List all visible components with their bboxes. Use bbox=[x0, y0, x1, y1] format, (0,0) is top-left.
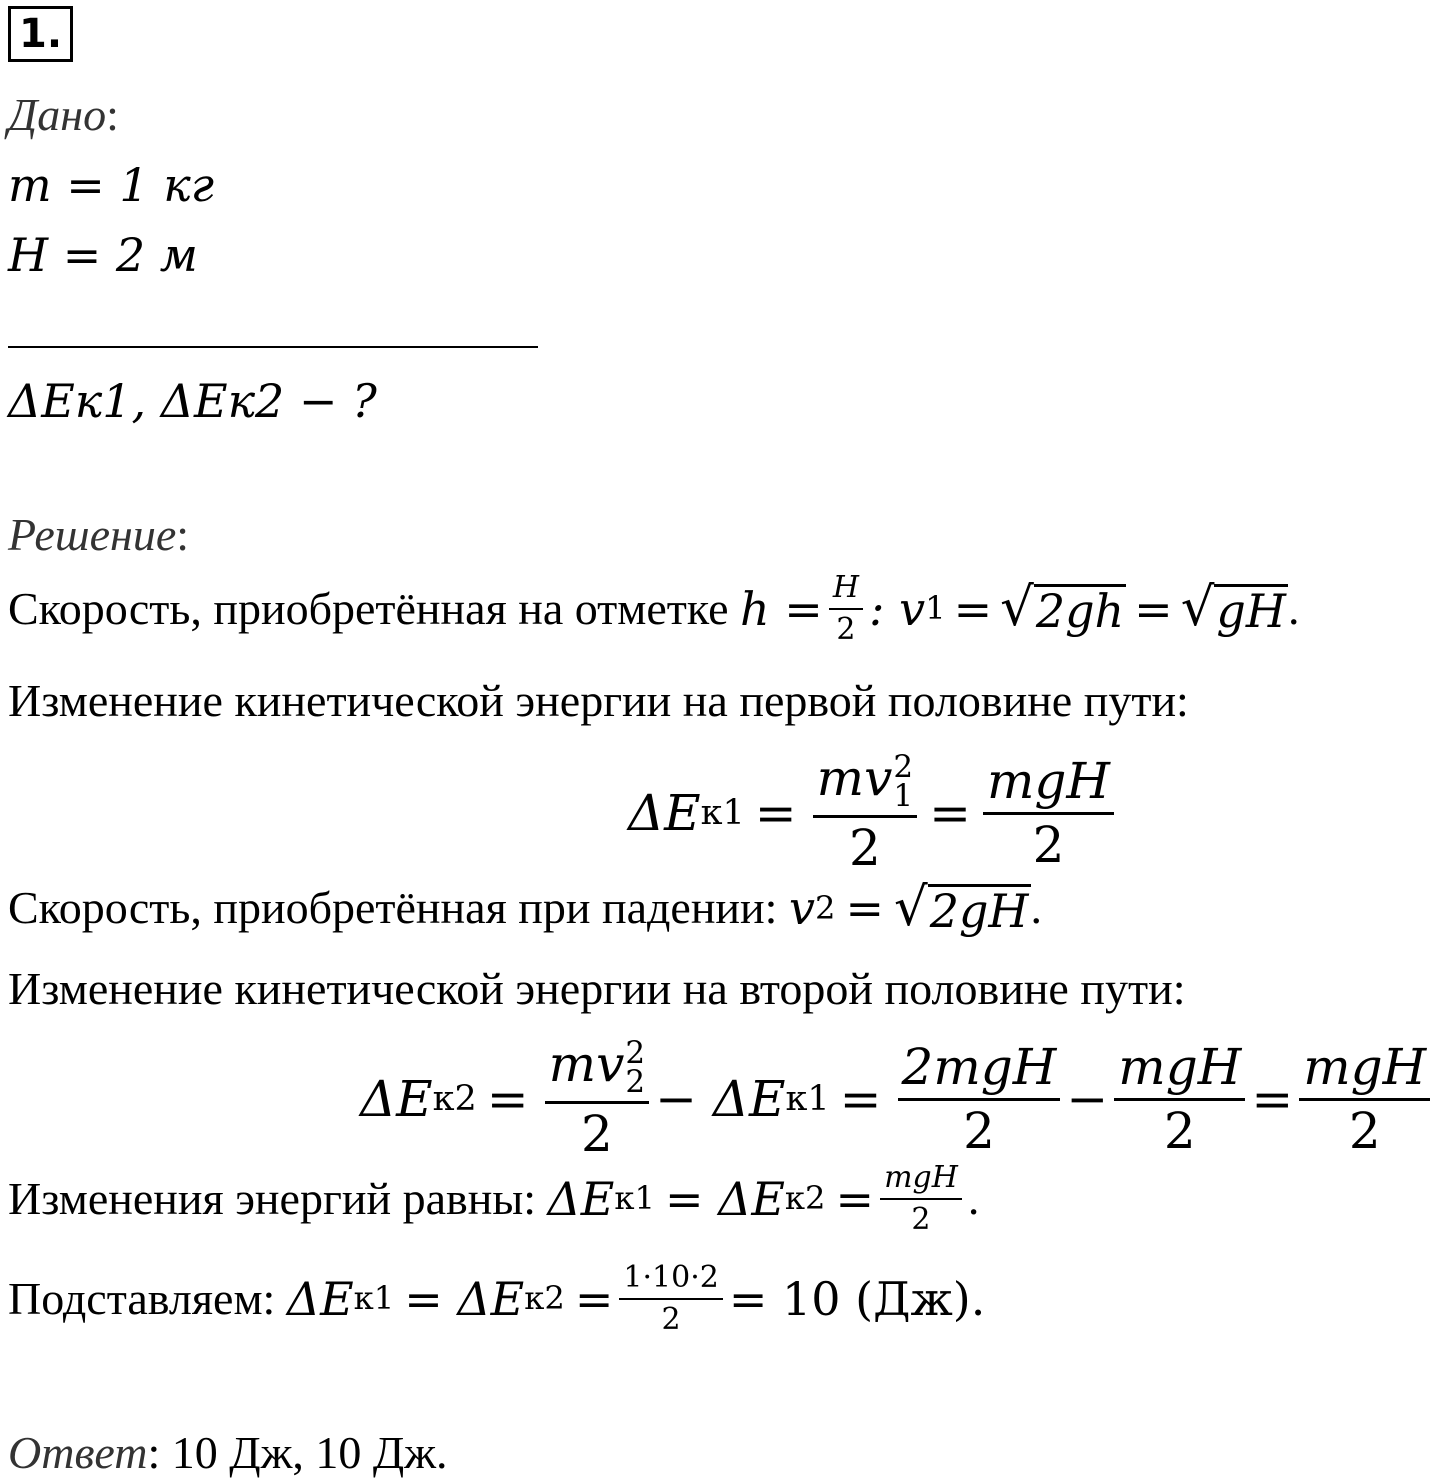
fraction-mv1sq-over-2: mv 2 1 2 bbox=[813, 752, 917, 875]
solution-line-5: Изменения энергий равны: ΔE к1 = ΔE к2 = $\frac{\text{mgH}}{2}$ . bbox=[8, 1160, 980, 1237]
fraction-mgh-over-2-b: $\frac{\text{mgH}}{2}$ bbox=[1114, 1041, 1245, 1157]
given-height: H = 2 м bbox=[8, 228, 198, 282]
sqrt-2gh: √ 2gh bbox=[1000, 577, 1125, 639]
answer-line: Ответ: 10 Дж, 10 Дж. bbox=[8, 1427, 448, 1478]
equation-delta-ek1: ΔE к1 = mv 2 1 2 = $\frac{\text{mgH}}{2}$ bbox=[628, 752, 1120, 875]
equation-delta-ek2: ΔE к2 = mv 2 2 2 − ΔE к1 = $\frac{\text{2mgH}}{2}$ − $\frac{\text{mgH}}{2}$ = $\frac{\text{mgH}}{2}$ bbox=[360, 1038, 1436, 1161]
given-divider bbox=[8, 346, 538, 348]
given-mass: m = 1 кг bbox=[8, 158, 215, 212]
solution-line-2: Изменение кинетической энергии на первой половине пути: bbox=[8, 675, 1189, 726]
solution-line-6: Подставляем: ΔE к1 = ΔE к2 = $\frac{1\cdot 10\cdot 2}{2}$ = 10 (Дж). bbox=[8, 1260, 986, 1337]
solution-line-3: Скорость, приобретённая при падении: v 2 = √ 2gH . bbox=[8, 877, 1043, 938]
fraction-2mgh-over-2: $\frac{\text{2mgH}}{2}$ bbox=[898, 1041, 1061, 1157]
solution-line-4: Изменение кинетической энергии на второй половине пути: bbox=[8, 963, 1186, 1014]
solution-heading: Решение: bbox=[8, 509, 190, 560]
fraction-mgh-over-2-c: $\frac{\text{mgH}}{2}$ bbox=[1299, 1041, 1430, 1157]
sqrt-gh: √ gH bbox=[1180, 577, 1286, 639]
given-heading: Дано: bbox=[8, 89, 119, 140]
sqrt-2gH: √ 2gH bbox=[893, 877, 1029, 938]
fraction-mgh-over-2-small: $\frac{\text{mgH}}{2}$ bbox=[880, 1162, 962, 1235]
find-line: ΔEк1, ΔEк2 − ? bbox=[8, 374, 377, 428]
fraction-h-over-2: $\frac{H}{2}$ bbox=[829, 572, 863, 645]
solution-line-1: Скорость, приобретённая на отметке h = $\frac{H}{2}$ : v 1 = √ 2gh = √ gH . bbox=[8, 570, 1300, 647]
fraction-mgh-over-2: $\frac{\text{mgH}}{2}$ bbox=[983, 755, 1114, 871]
fraction-numeric: $\frac{1\cdot 10\cdot 2}{2}$ bbox=[619, 1262, 722, 1335]
fraction-mv2sq-over-2: mv 2 2 2 bbox=[545, 1038, 649, 1161]
problem-number: 1. bbox=[8, 6, 73, 62]
